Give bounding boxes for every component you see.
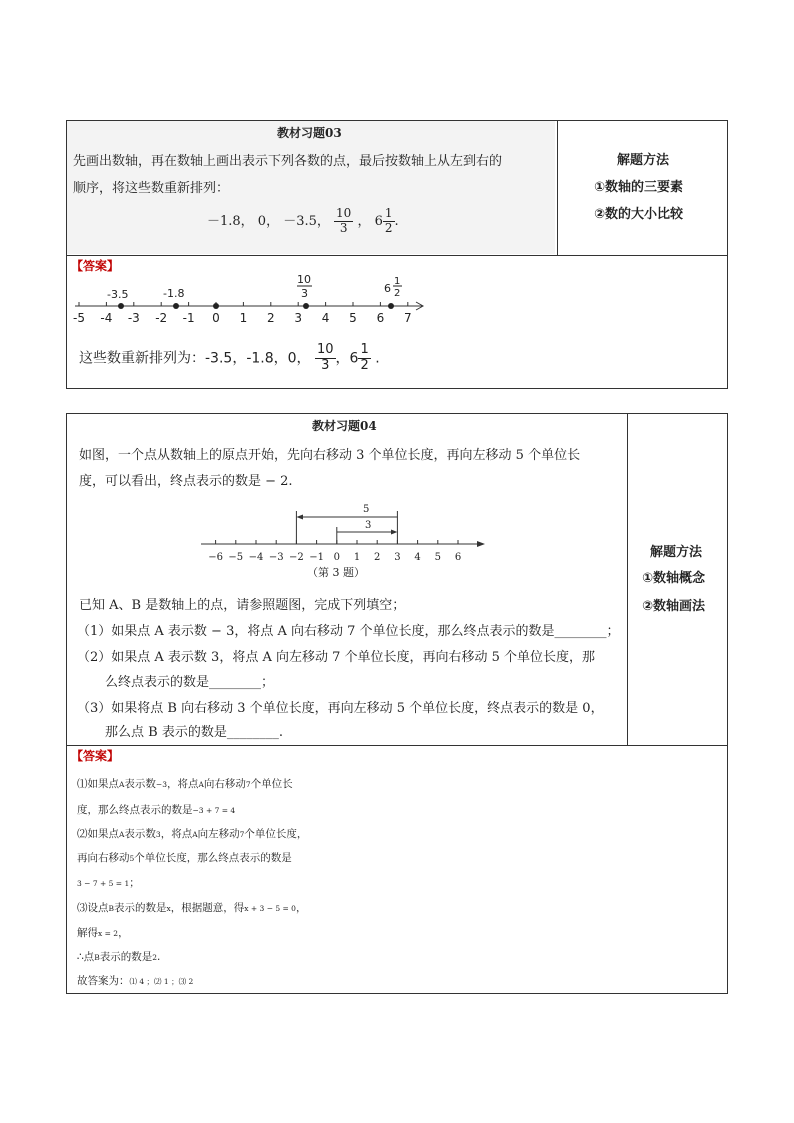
ex04-ans8-c: . — [156, 951, 161, 963]
ex04-fig-tick-label: −1 — [309, 552, 324, 563]
ex04-ans3-A: A — [119, 830, 125, 839]
ex04-ans6-c: ，根据题意，得 — [170, 902, 245, 914]
ex04-fig-tick-label: 1 — [353, 552, 361, 563]
ex03-answer-comma: ， — [335, 350, 350, 367]
ex04-ans8-b: 表示的数是 — [99, 951, 153, 963]
ex04-ans8-B: B — [94, 953, 100, 962]
ex03-tick-label: 3 — [294, 311, 303, 325]
ex04-ans-line4 — [77, 850, 292, 865]
ex03-answer-mixed-den: 2 — [360, 357, 369, 373]
ex04-ans-line1 — [77, 776, 293, 791]
ex04-fig-tick-label: −6 — [208, 552, 223, 563]
ex03-mixed-frac — [383, 207, 395, 236]
ex03-mixed-num: 1 — [384, 206, 393, 220]
ex04-fig-tick-label: −4 — [248, 552, 264, 563]
ex04-fig-tick-label: −2 — [289, 552, 304, 563]
ex04-ans7-expr: x = 2 — [98, 929, 119, 938]
ex04-ans2-expr: −3 + 7 = 4 — [192, 806, 236, 815]
ex04-ans-line7 — [77, 925, 129, 940]
ex03-point-label-1: 1 — [394, 276, 401, 287]
ex04-ans6-d: ， — [295, 902, 307, 914]
ex04-ans5-expr: 3 − 7 + 5 = 1 — [77, 879, 130, 888]
ex04-ans3-c: ，将点 — [160, 828, 193, 840]
ex03-frac-den: 3 — [339, 220, 348, 235]
ex03-comma: ， — [357, 213, 371, 229]
ex04-q-intro: 已知 A、B 是数轴上的点，请参照题图，完成下列填空； — [79, 598, 406, 613]
ex03-method-2: ②数的大小比较 — [594, 207, 684, 222]
ex04-ans8-val: 2 — [152, 953, 157, 962]
ex03-point-6half — [388, 303, 394, 309]
ex04-ans-line2 — [77, 802, 235, 817]
ex03-frac — [334, 207, 353, 236]
ex03-line1: 先画出数轴，再在数轴上画出表示下列各数的点，最后按数轴上从左到右的 — [73, 154, 503, 169]
ex03-numbers — [207, 207, 399, 236]
ex03-answer-line — [79, 343, 380, 374]
ex03-title: 教材习题03 — [277, 126, 342, 140]
exercise-03-box — [66, 120, 728, 389]
ex03-method-title: 解题方法 — [617, 153, 670, 168]
ex04-line2: 度，可以看出，终点表示的数是 − 2. — [79, 474, 293, 489]
ex03-mixed-den: 2 — [384, 220, 393, 235]
ex04-ans-line9 — [77, 973, 193, 988]
ex03-line2: 顺序，将这些数重新排列： — [73, 181, 230, 196]
ex04-ans-line8 — [77, 949, 160, 964]
ex04-ans-line3 — [77, 826, 307, 841]
ex03-point-label-m1.8: -1.8 — [163, 287, 185, 300]
ex04-ans4-b: 个单位长度，那么终点表示的数是 — [134, 852, 292, 864]
ex03-point-10over3 — [303, 303, 309, 309]
ex04-fig-arrow-3-head — [391, 530, 397, 535]
ex04-divider — [627, 414, 628, 745]
ex04-hline — [67, 745, 727, 746]
ex04-q1: （1）如果点 A 表示数 − 3，将点 A 向右移动 7 个单位长度，那么终点表示的数是________； — [77, 624, 620, 639]
ex03-tick-label: -4 — [100, 311, 113, 325]
ex04-ans5-end: ； — [129, 877, 140, 889]
ex03-tick-label: 4 — [321, 311, 330, 325]
ex04-q3b: 那么点 B 表示的数是________. — [105, 725, 283, 740]
ex04-ans6-b: 表示的数是 — [114, 902, 167, 914]
ex04-ans6-expr: x + 3 − 5 = 0 — [244, 904, 296, 913]
ex03-number-line — [71, 273, 431, 329]
ex03-answer-end: . — [375, 350, 380, 367]
ex03-mixed-whole: 6 — [374, 213, 383, 229]
ex04-fig-tick-label: 4 — [414, 552, 421, 563]
ex03-tick-label: -3 — [127, 311, 140, 325]
ex04-fig-label-3: 3 — [365, 520, 372, 531]
ex04-ans1-b: 表示数 — [124, 778, 156, 790]
ex04-answer-tag: 【答案】 — [71, 749, 120, 763]
ex04-q2a: （2）如果点 A 表示数 3，将点 A 向左移动 7 个单位长度，再向右移动 5 个单位长度，那 — [77, 650, 596, 665]
ex04-fig-label-5: 5 — [363, 504, 370, 515]
ex04-ans1-d: 向右移动 — [203, 778, 246, 790]
ex04-ans1-e: 个单位长 — [250, 778, 293, 790]
ex03-hline — [67, 255, 727, 256]
ex03-point-m1.8 — [173, 303, 179, 309]
ex04-ans1-A2: A — [198, 780, 204, 789]
ex04-ans3-d: 向左移动 — [197, 828, 240, 840]
ex04-line1: 如图，一个点从数轴上的原点开始，先向右移动 3 个单位长度，再向左移动 5 个单位长 — [79, 448, 581, 463]
ex04-ans6-a: ⑶设点 — [77, 902, 109, 914]
ex04-ans3-A2: A — [192, 830, 198, 839]
ex03-tick-label: -2 — [155, 311, 168, 325]
ex04-fig-tick-label: 0 — [333, 552, 340, 563]
ex03-end-dot: . — [394, 213, 399, 229]
ex04-ans8-a: ∴点 — [77, 951, 95, 963]
ex03-point-label-3: 3 — [301, 287, 308, 300]
ex03-point-label-6: 6 — [384, 282, 391, 295]
ex03-answer-mixed-num: 1 — [360, 342, 369, 357]
ex03-point-label-10: 10 — [297, 273, 311, 286]
ex03-divider — [557, 121, 558, 255]
ex04-fig-arrow-5-head — [296, 515, 303, 520]
ex03-answer-frac — [315, 343, 336, 374]
ex03-answer-frac-num: 10 — [317, 342, 334, 357]
ex04-ans1-a: ⑴如果点 — [77, 778, 119, 790]
ex03-answer-whole: 6 — [349, 350, 359, 367]
ex03-nums-prefix: －1.8， 0， －3.5， — [207, 213, 330, 229]
ex04-ans3-e: 个单位长度， — [244, 828, 308, 840]
ex04-q3a: （3）如果将点 B 向右移动 3 个单位长度，再向左移动 5 个单位长度，终点表示的数是 0， — [77, 701, 604, 716]
ex04-ans3-a: ⑵如果点 — [77, 828, 119, 840]
ex04-ans-line5 — [77, 875, 140, 890]
ex04-title: 教材习题04 — [312, 419, 377, 433]
ex04-method-title: 解题方法 — [650, 545, 703, 560]
ex04-method-1: ①数轴概念 — [642, 571, 706, 586]
ex04-ans3-3: 3 — [155, 830, 161, 839]
ex03-answer-prefix: 这些数重新排列为：-3.5，-1.8，0， — [79, 350, 311, 367]
ex03-tick-label: 0 — [212, 311, 220, 325]
ex04-fig-tick-label: 3 — [394, 552, 401, 563]
ex04-ans3-b: 表示数 — [124, 828, 156, 840]
ex03-answer-frac-den: 3 — [321, 357, 330, 373]
ex03-answer-mixed — [358, 343, 370, 374]
ex04-fig-tick-label: −3 — [268, 552, 284, 563]
ex04-ans3-7: 7 — [239, 830, 245, 839]
ex04-ans-line6 — [77, 900, 306, 915]
ex03-tick-label: 6 — [376, 311, 385, 325]
ex04-ans9-a: 故答案为： — [77, 975, 130, 987]
ex04-ans1-A: A — [119, 780, 125, 789]
ex04-ans1-c: ，将点 — [166, 778, 199, 790]
ex03-tick-label: -5 — [73, 311, 85, 325]
ex03-tick-label: 5 — [349, 311, 357, 325]
ex04-fig-tick-label: 5 — [434, 552, 441, 563]
ex03-point-label-m3.5: -3.5 — [107, 288, 129, 301]
ex04-ans2-text: 度，那么终点表示的数是 — [77, 804, 193, 816]
ex03-tick-label: 1 — [239, 311, 248, 325]
ex03-point-label-2: 2 — [394, 288, 401, 299]
ex04-ans1-7: 7 — [245, 780, 251, 789]
ex04-fig-tick-label: 2 — [374, 552, 381, 563]
ex03-tick-label: 2 — [266, 311, 275, 325]
ex04-ans4-5: 5 — [129, 854, 135, 863]
ex04-ans7-a: 解得 — [77, 927, 98, 939]
ex03-method-1: ①数轴的三要素 — [594, 180, 684, 195]
ex04-fig-tick-label: −5 — [228, 552, 244, 563]
ex04-method-2: ②数轴画法 — [642, 599, 706, 614]
ex03-point-m3.5 — [118, 303, 124, 309]
ex03-frac-num: 10 — [336, 206, 352, 220]
ex04-ans7-b: ， — [118, 927, 129, 939]
ex03-answer-tag: 【答案】 — [71, 259, 120, 273]
ex04-fig-tick-label: 6 — [454, 552, 462, 563]
ex04-q2b: 么终点表示的数是________； — [105, 675, 275, 690]
ex04-fig-caption: （第 3 题） — [307, 566, 365, 579]
ex04-ans1-m3: −3 — [155, 780, 167, 789]
ex03-tick-label: -1 — [182, 311, 195, 325]
ex03-tick-label: 7 — [403, 311, 412, 325]
ex04-ans6-x: x — [166, 904, 171, 913]
ex04-ans9-expr: ⑴ 4 ；⑵ 1 ；⑶ 2 — [129, 977, 194, 986]
ex03-point-0 — [213, 303, 219, 309]
ex04-ans6-B: B — [108, 904, 115, 913]
ex04-ans4-a: 再向右移动 — [77, 852, 130, 864]
exercise-04-box — [66, 413, 728, 994]
ex04-fig-axis-arrow — [477, 541, 485, 547]
